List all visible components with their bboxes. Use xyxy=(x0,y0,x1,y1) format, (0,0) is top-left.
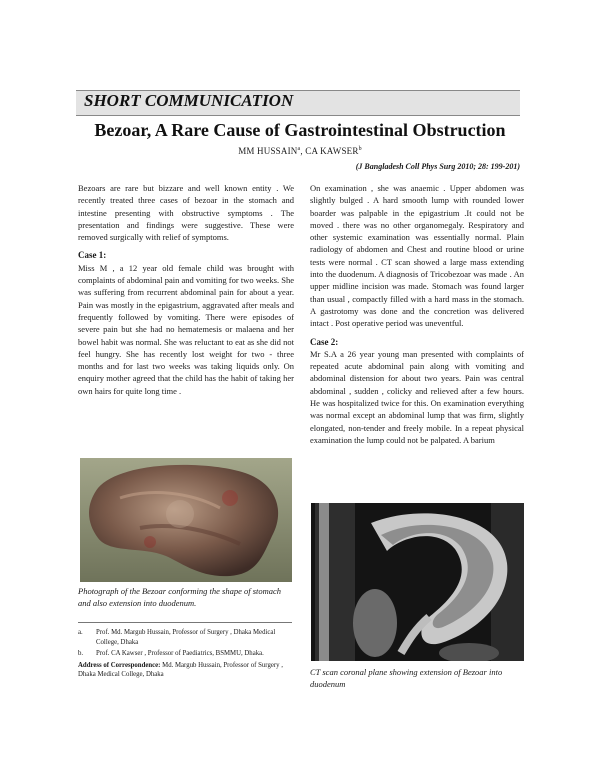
right-column xyxy=(310,182,524,446)
correspondence xyxy=(78,661,294,680)
footnote-rule xyxy=(78,622,292,623)
ct-caption: CT scan coronal plane showing extension of Bezoar into duodenum xyxy=(310,667,503,689)
bezoar-photograph xyxy=(80,458,292,582)
case1-paragraph: Miss M , a 12 year old female child was brought with complaints of abdominal pain and vomiting for two weeks. She was suffering from recurrent abdominal pain for about a year. Pain was mostly in the epigastrium, aggravated after meals and frequently followed by vomiting. There were episodes of severe pain but she had no hematemesis or malaena and her bowel habit was normal. She was reluctant to eat as she did not feel hungry. She has recently lost weight for two - three months and for last two weeks was taking liquids only. On enquiry mother agreed that the child has the habit of taking her own hairs for quite long time . xyxy=(78,262,294,396)
author-2-affiliation: b xyxy=(358,146,362,152)
article-title: Bezoar, A Rare Cause of Gastrointestinal Obstruction xyxy=(94,120,506,140)
footnote-a-text: Prof. Md. Margub Hussain, Professor of Surgery , Dhaka Medical College, Dhaka xyxy=(96,629,276,646)
left-column xyxy=(78,182,294,397)
case1-continued-paragraph: On examination , she was anaemic . Upper abdomen was slightly bulged . A hard smooth lump with rounded lower boarder was palpable in the epigastrium .It could not be moved . there was no other organomegaly. Respiratory and other systemic examination was essentially normal. Plain radiology of abdomen and Chest and routine blood or urine tests were normal . CT scan showed a large mass extending into the duodenum. A diagnosis of Tricobezoar was made . An upper midline incision was made. Stomach was found larger than usual , compactly filled with a hard mass in the stomach. A gastrotomy was done and the concretion was delivered intact . Post operative period was uneventful. xyxy=(310,183,524,329)
footnote-b-text: Prof. CA Kawser , Professor of Paediatrics, BSMMU, Dhaka. xyxy=(96,650,264,658)
citation: (J Bangladesh Coll Phys Surg 2010; 28: 199-201) xyxy=(355,162,520,171)
case2-paragraph: Mr S.A a 26 year young man presented with complaints of repeated acute abdominal pain along with vomiting and abdominal distension for about two years. Pain was central abdominal , sudden , colicky and relieved after a few hours. He was hospitalized twice for this. On examination everything was normal except an abdominal lump that was firm, slightly elongated, non-tender and freely mobile. In a repeat physical examination the lump could not be palpated. A barium xyxy=(310,348,524,445)
correspondence-label: Address of Correspondence: xyxy=(78,661,161,669)
case1-heading: Case 1: xyxy=(78,250,107,261)
ct-scan-illustration xyxy=(311,503,524,661)
author-1: MM HUSSAIN xyxy=(238,146,298,156)
ct-scan-image xyxy=(311,503,524,661)
footnote-a-marker: a. xyxy=(78,629,83,636)
section-label: SHORT COMMUNICATION xyxy=(84,91,294,110)
author-2: , CA KAWSER xyxy=(300,146,359,156)
bezoar-photo-illustration xyxy=(80,458,292,582)
author-line xyxy=(0,146,600,156)
correspondence-text: Md. Margub Hussain, Professor of Surgery , Dhaka Medical College, Dhaka xyxy=(78,661,283,679)
case2-heading: Case 2: xyxy=(310,336,339,347)
abstract-paragraph: Bezoars are rare but bizzare and well known entity . We recently treated three cases of bezoar in the stomach and intestine presenting with obstructive symptoms . The presentation and findings were suggestive. These were removed surgically with relief of symptoms. xyxy=(78,183,294,243)
author-1-affiliation: a xyxy=(297,146,301,152)
footnote-b xyxy=(78,649,294,659)
footnote-a xyxy=(78,628,294,647)
footnote-b-marker: b. xyxy=(78,650,84,658)
photo-caption: Photograph of the Bezoar conforming the shape of stomach and also extension into duodenum. xyxy=(78,586,282,608)
footnotes xyxy=(78,628,294,680)
